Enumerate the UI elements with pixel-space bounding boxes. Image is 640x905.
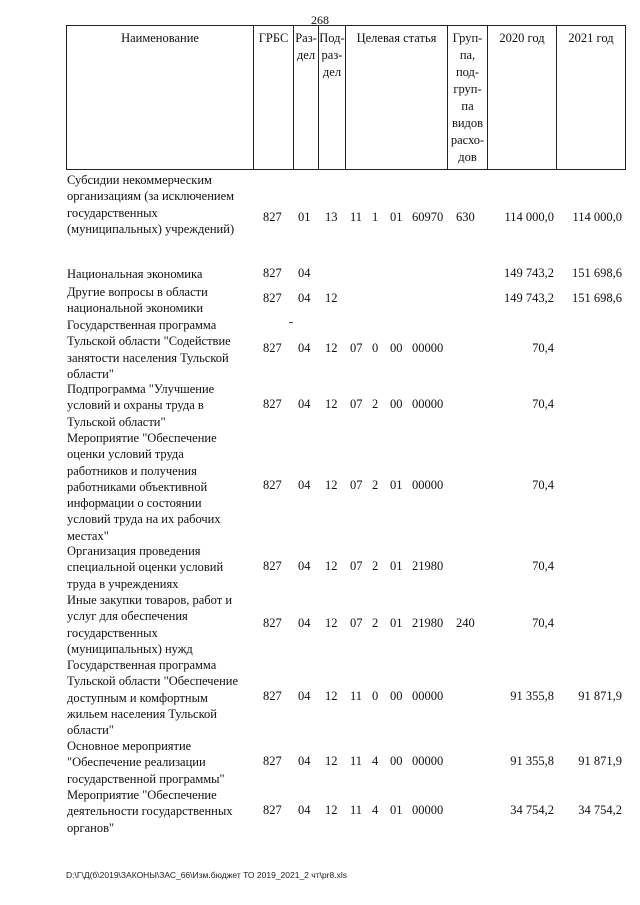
row-target-direction: 21980 [412,559,444,573]
row-name: Субсидии некоммерческим организациям (за исключением государственных (муниципальных) учреждений) [67,173,235,236]
row-grbs: 827 [263,397,282,411]
row-target-direction: 00000 [412,397,444,411]
header-name [66,25,254,170]
row-podrazdel: 12 [325,291,338,305]
header-target [345,25,448,170]
row-name: Иные закупки товаров, работ и услуг для обеспечения государственных (муниципальных) нужд [67,593,233,656]
header-grbs [253,25,294,170]
row-amount-2020: 70,4 [532,559,554,573]
row-amount-2021: 34 754,2 [578,803,622,817]
row-podrazdel: 12 [325,616,338,630]
row-target-direction: 00000 [412,478,444,492]
row-razdel: 04 [298,559,311,573]
row-target-subprogram: 1 [372,210,379,224]
row-grbs: 827 [263,559,282,573]
row-target-subprogram: 4 [372,754,379,768]
row-razdel: 04 [298,616,311,630]
row-target-event: 00 [390,754,403,768]
header-y2021 [556,25,626,170]
row-podrazdel: 12 [325,341,338,355]
file-path-footer: D:\Г\Д(б\2019\ЗАКОНЫ\ЗАС_66\Изм.бюджет ТО 2019_2021_2 чт\pr8.xls [66,870,347,880]
row-razdel: 04 [298,341,311,355]
row-target-program: 07 [350,559,363,573]
row-name: Организация проведения специальной оценки условий труда в учреждениях [67,544,224,591]
page-number: 268 [311,13,329,27]
row-razdel: 01 [298,210,311,224]
header-podrazdel [318,25,346,170]
row-target-program: 11 [350,210,363,224]
header-target-label: Целевая статья [356,31,437,45]
row-amount-2021: 91 871,9 [578,754,622,768]
row-target-direction: 00000 [412,341,444,355]
row-razdel: 04 [298,689,311,703]
row-name: Другие вопросы в области национальной экономики [67,285,208,316]
header-name-label: Наименование [121,31,199,45]
row-grbs: 827 [263,689,282,703]
row-name: Мероприятие "Обеспечение оценки условий труда работников и получения работниками объективной информации о состоянии условий труда на их рабочих местах" [67,431,221,543]
row-target-program: 07 [350,341,363,355]
row-podrazdel: 12 [325,803,338,817]
row-podrazdel: 12 [325,397,338,411]
row-amount-2020: 149 743,2 [504,266,554,280]
row-amount-2020: 70,4 [532,616,554,630]
row-grbs: 827 [263,803,282,817]
row-name: Государственная программа Тульской области "Обеспечение доступным и комфортным жильем населения Тульской области" [67,658,239,738]
row-target-program: 07 [350,616,363,630]
row-razdel: 04 [298,291,311,305]
row-name: Мероприятие "Обеспечение деятельности государственных органов" [67,788,233,835]
row-amount-2020: 149 743,2 [504,291,554,305]
row-target-program: 11 [350,754,363,768]
row-group: 240 [456,616,475,630]
row-target-subprogram: 2 [372,397,379,411]
row-name: Основное мероприятие "Обеспечение реализации государственной программы" [67,739,225,786]
row-target-event: 00 [390,341,403,355]
row-amount-2021: 151 698,6 [572,266,622,280]
row-target-event: 00 [390,689,403,703]
row-amount-2021: 151 698,6 [572,291,622,305]
row-podrazdel: 12 [325,559,338,573]
row-target-event: 01 [390,803,403,817]
row-target-program: 11 [350,803,363,817]
row-name: Национальная экономика [67,267,203,281]
row-name: Государственная программа Тульской области "Содействие занятости населения Тульской области" [67,318,231,381]
row-target-event: 01 [390,559,403,573]
row-target-subprogram: 4 [372,803,379,817]
row-group: 630 [456,210,475,224]
row-razdel: 04 [298,397,311,411]
row-target-direction: 21980 [412,616,444,630]
header-razdel-label: Раз- дел [295,31,317,62]
row-amount-2020: 91 355,8 [510,754,554,768]
row-razdel: 04 [298,266,311,280]
scan-mark [289,322,293,323]
row-target-direction: 60970 [412,210,444,224]
header-y2020-label: 2020 год [499,31,545,45]
header-y2021-label: 2021 год [568,31,614,45]
row-target-subprogram: 2 [372,478,379,492]
row-amount-2020: 34 754,2 [510,803,554,817]
row-razdel: 04 [298,478,311,492]
row-grbs: 827 [263,616,282,630]
row-amount-2021: 114 000,0 [572,210,622,224]
row-target-subprogram: 0 [372,341,379,355]
row-target-program: 07 [350,478,363,492]
row-amount-2020: 114 000,0 [504,210,554,224]
row-amount-2021: 91 871,9 [578,689,622,703]
row-target-subprogram: 2 [372,616,379,630]
row-grbs: 827 [263,291,282,305]
header-razdel [293,25,319,170]
row-target-direction: 00000 [412,689,444,703]
row-grbs: 827 [263,266,282,280]
row-grbs: 827 [263,754,282,768]
row-target-program: 07 [350,397,363,411]
row-razdel: 04 [298,754,311,768]
row-grbs: 827 [263,478,282,492]
row-target-subprogram: 2 [372,559,379,573]
row-target-event: 01 [390,210,403,224]
row-amount-2020: 70,4 [532,397,554,411]
header-y2020 [487,25,557,170]
row-target-direction: 00000 [412,754,444,768]
row-podrazdel: 12 [325,754,338,768]
header-grbs-label: ГРБС [258,31,289,45]
row-amount-2020: 70,4 [532,341,554,355]
row-amount-2020: 91 355,8 [510,689,554,703]
row-name: Подпрограмма "Улучшение условий и охраны труда в Тульской области" [67,382,215,429]
row-podrazdel: 12 [325,689,338,703]
row-amount-2020: 70,4 [532,478,554,492]
row-grbs: 827 [263,210,282,224]
row-grbs: 827 [263,341,282,355]
row-podrazdel: 13 [325,210,338,224]
row-target-program: 11 [350,689,363,703]
header-podrazdel-label: Под- раз- дел [319,31,345,79]
header-group-label: Груп- па, под- груп- па видов расхо- дов [450,31,485,164]
row-podrazdel: 12 [325,478,338,492]
row-razdel: 04 [298,803,311,817]
row-target-direction: 00000 [412,803,444,817]
row-target-event: 00 [390,397,403,411]
header-group [447,25,488,170]
row-target-event: 01 [390,616,403,630]
row-target-event: 01 [390,478,403,492]
row-target-subprogram: 0 [372,689,379,703]
